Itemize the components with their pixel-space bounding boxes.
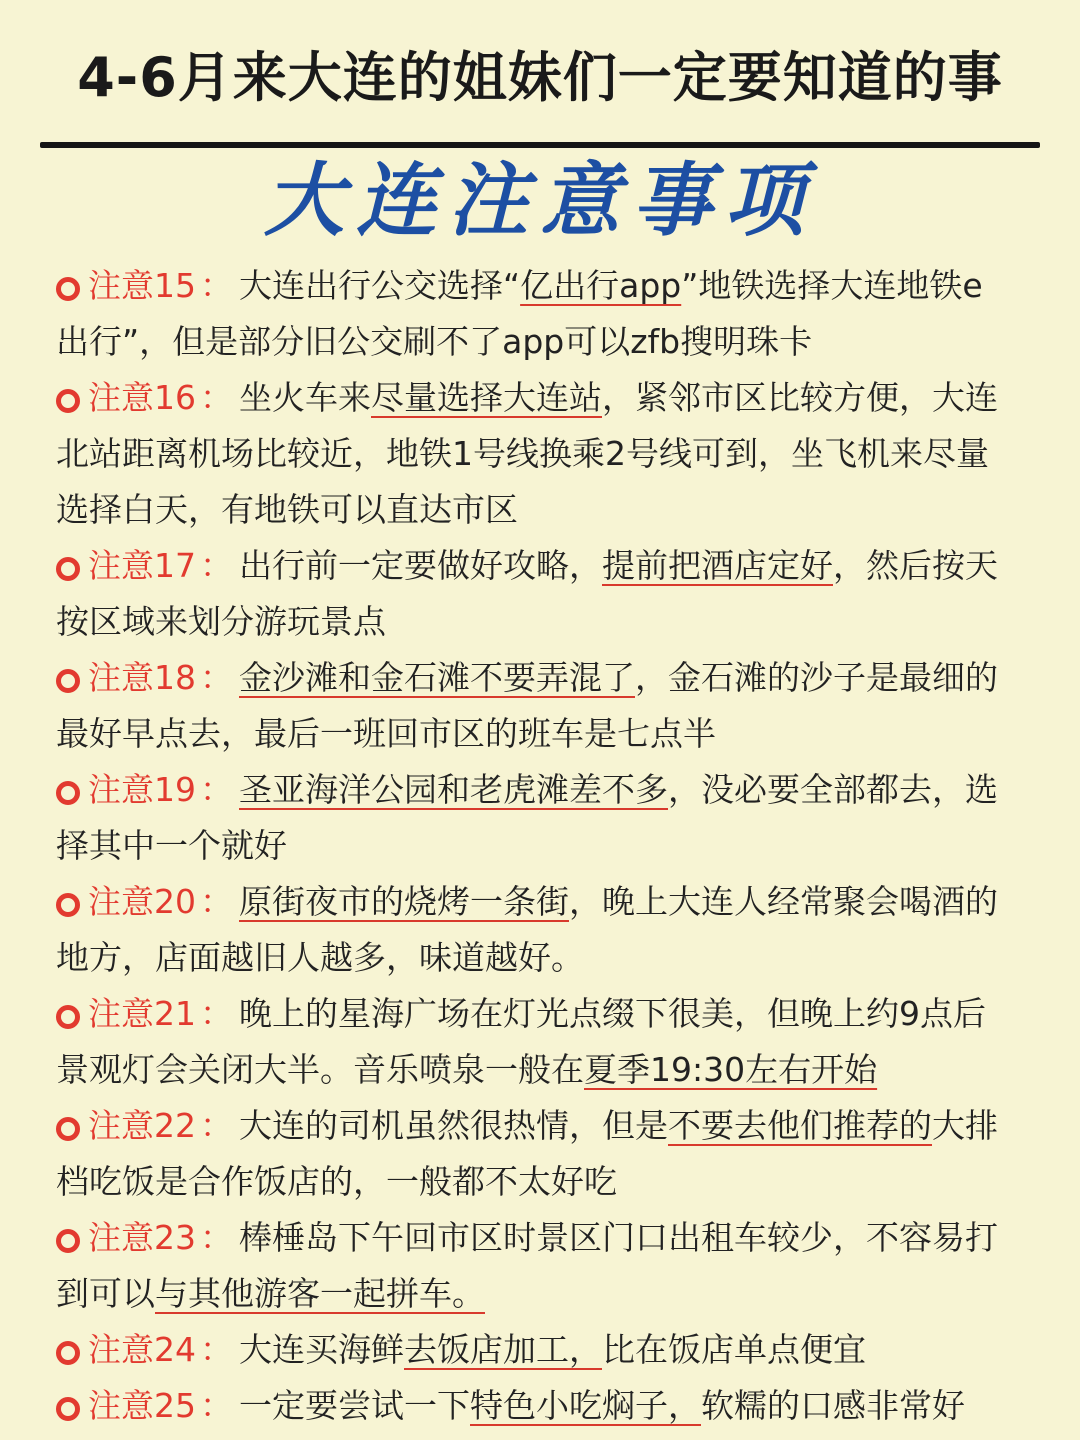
- note-text: ，紧邻市区比较方便，大连北站距离机场比较近，地铁1号线换乘2号线可到，坐飞机来尽量选择白天，有地铁可以直达市区: [56, 378, 998, 529]
- note-item: [56, 762, 1001, 874]
- note-highlight-text: 尽量选择大连站: [371, 378, 602, 417]
- note-text: 晚上的星海广场在灯光点缀下很美，但晚上约9点后景观灯会关闭大半。音乐喷泉一般在: [56, 994, 986, 1089]
- note-highlight-text: 去饭店加工，: [404, 1330, 602, 1369]
- note-text: 大连出行公交选择“: [239, 266, 521, 305]
- red-circle-icon: [56, 893, 80, 917]
- note-text: 大连的司机虽然很热情，但是: [239, 1106, 668, 1145]
- red-circle-icon: [56, 1005, 80, 1029]
- note-label: 注意19: [88, 770, 196, 809]
- note-highlight-text: 特色小吃焖子，: [470, 1386, 701, 1425]
- note-text: 比在饭店单点便宜: [602, 1330, 866, 1369]
- note-separator: ：: [200, 1330, 233, 1369]
- note-highlight-text: 提前把酒店定好: [602, 546, 833, 585]
- note-text: ，晚上大连人经常聚会喝酒的地方，店面越旧人越多，味道越好。: [56, 882, 998, 977]
- note-item: [56, 1098, 1001, 1210]
- note-text: 出行前一定要做好攻略，: [239, 546, 602, 585]
- note-highlight-text: 亿出行app: [520, 266, 682, 305]
- note-item: [56, 1378, 1001, 1434]
- note-label: 注意21: [88, 994, 196, 1033]
- note-label: 注意20: [88, 882, 196, 921]
- notes-list: [56, 258, 1001, 1434]
- note-text: ”地铁选择大连地铁e出行”，但是部分旧公交刷不了app可以zfb搜明珠卡: [56, 266, 983, 361]
- note-item: [56, 1210, 1001, 1322]
- red-circle-icon: [56, 1117, 80, 1141]
- note-separator: ：: [200, 1386, 233, 1425]
- note-highlight-text: 夏季19:30左右开始: [584, 1050, 878, 1089]
- note-highlight-text: 圣亚海洋公园和老虎滩差不多: [239, 770, 668, 809]
- note-item: [56, 258, 1001, 370]
- note-separator: ：: [200, 994, 233, 1033]
- note-item: [56, 650, 1001, 762]
- red-circle-icon: [56, 277, 80, 301]
- red-circle-icon: [56, 1397, 80, 1421]
- note-separator: ：: [200, 882, 233, 921]
- note-label: 注意23: [88, 1218, 196, 1257]
- note-label: 注意18: [88, 658, 196, 697]
- red-circle-icon: [56, 1229, 80, 1253]
- note-item: [56, 370, 1001, 538]
- note-highlight-text: 不要去他们推荐的: [668, 1106, 932, 1145]
- page-subtitle: 大连注意事项: [264, 153, 816, 247]
- red-circle-icon: [56, 781, 80, 805]
- note-highlight-text: 原街夜市的烧烤一条街: [239, 882, 569, 921]
- note-label: 注意22: [88, 1106, 196, 1145]
- note-separator: ：: [200, 658, 233, 697]
- note-separator: ：: [200, 546, 233, 585]
- red-circle-icon: [56, 1341, 80, 1365]
- note-text: ，然后按天按区域来划分游玩景点: [56, 546, 998, 641]
- note-item: [56, 1322, 1001, 1378]
- note-text: 一定要尝试一下: [239, 1386, 470, 1425]
- page-title: 4-6月来大连的姐妹们一定要知道的事: [77, 46, 1003, 109]
- note-text: 软糯的口感非常好: [701, 1386, 965, 1425]
- title-divider: [40, 142, 1040, 148]
- note-label: 注意15: [88, 266, 196, 305]
- note-label: 注意17: [88, 546, 196, 585]
- note-text: ，金石滩的沙子是最细的最好早点去，最后一班回市区的班车是七点半: [56, 658, 998, 753]
- note-label: 注意25: [88, 1386, 196, 1425]
- note-label: 注意16: [88, 378, 196, 417]
- note-separator: ：: [200, 1106, 233, 1145]
- note-text: 大连买海鲜: [239, 1330, 404, 1369]
- note-text: 大排档吃饭是合作饭店的，一般都不太好吃: [56, 1106, 998, 1201]
- note-label: 注意24: [88, 1330, 196, 1369]
- note-separator: ：: [200, 1218, 233, 1257]
- note-text: 坐火车来: [239, 378, 371, 417]
- note-highlight-text: 金沙滩和金石滩不要弄混了: [239, 658, 635, 697]
- note-text: ，没必要全部都去，选择其中一个就好: [56, 770, 998, 865]
- note-highlight-text: 与其他游客一起拼车。: [155, 1274, 485, 1313]
- note-separator: ：: [200, 266, 233, 305]
- note-text: 棒棰岛下午回市区时景区门口出租车较少，不容易打到可以: [56, 1218, 998, 1313]
- red-circle-icon: [56, 389, 80, 413]
- red-circle-icon: [56, 669, 80, 693]
- red-circle-icon: [56, 557, 80, 581]
- note-item: [56, 874, 1001, 986]
- note-item: [56, 986, 1001, 1098]
- note-separator: ：: [200, 378, 233, 417]
- note-item: [56, 538, 1001, 650]
- note-separator: ：: [200, 770, 233, 809]
